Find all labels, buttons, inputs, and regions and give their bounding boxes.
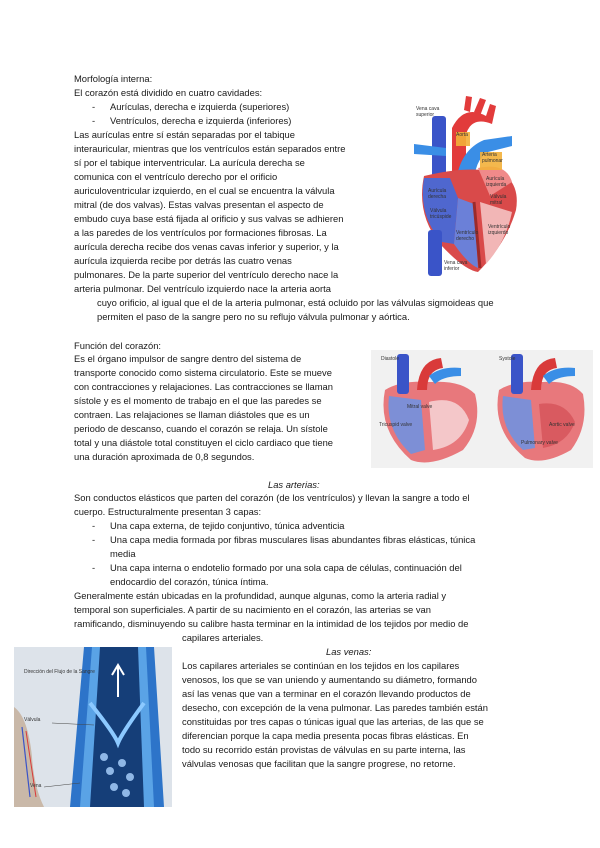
arterias-line: Son conductos elásticos que parten del corazón (de los ventrículos) y llevan la sangre a todo el	[74, 492, 470, 503]
bullet-auriculas: Aurículas, derecha e izquierda (superiores)	[110, 101, 290, 112]
svg-text:inferior: inferior	[444, 266, 460, 272]
funcion-line: una duración aproximada de 0,8 segundos.	[74, 451, 255, 462]
svg-text:Pulmonary valve: Pulmonary valve	[521, 440, 558, 446]
morfologia-line: permiten el paso de la sangre pero no su reflujo válvula pulmonar y aórtica.	[97, 311, 410, 322]
morfologia-line: auriculoventricular izquierdo, en el cual se encuentra la válvula	[74, 185, 335, 196]
venas-line: venosos, los que se van uniendo y aumentando su diámetro, formando	[182, 674, 477, 685]
bullet-ventriculos: Ventrículos, derecha e izquierda (inferiores)	[110, 115, 292, 126]
bullet-dash: -	[92, 115, 96, 126]
arterias-line: cuerpo. Estructuralmente presentan 3 capas:	[74, 506, 262, 517]
venas-line: desecho, con excepción de la vena pulmonar. Las paredes también están	[182, 702, 488, 713]
bullet-dash: -	[92, 534, 96, 545]
cardiac-cycle-figure	[371, 350, 593, 468]
vein-valve-figure	[14, 647, 172, 807]
svg-text:Válvula: Válvula	[430, 208, 447, 214]
svg-text:Tricuspid valve: Tricuspid valve	[379, 422, 413, 428]
morfologia-line: interauricular, mientras que los ventrículos están separados entre	[74, 143, 346, 154]
venas-heading: Las venas:	[326, 646, 372, 657]
bullet-capa-interna-cont: endocardio del corazón, túnica íntima.	[110, 576, 269, 587]
svg-text:Aorta: Aorta	[456, 132, 468, 138]
svg-text:tricúspide: tricúspide	[430, 214, 452, 220]
svg-text:Dirección del Flujo de la Sang: Dirección del Flujo de la Sangre	[24, 669, 95, 675]
diastole-title: Diastole	[381, 356, 400, 362]
bullet-dash: -	[92, 101, 96, 112]
svg-text:Mitral valve: Mitral valve	[407, 404, 433, 410]
morfologia-line: arteria pulmonar. Del ventrículo izquierdo nace la arteria aorta	[74, 283, 331, 294]
funcion-line: con contracciones y relajaciones. Las contracciones se llaman	[74, 381, 333, 392]
funcion-line: contraen. Las relajaciones se llaman diástoles que es un	[74, 409, 310, 420]
venas-line: Los capilares arteriales se continúan en los tejidos en los capilares	[182, 660, 460, 671]
svg-text:izquierda: izquierda	[486, 182, 507, 188]
arterias-after-line: capilares arteriales.	[182, 632, 264, 643]
svg-text:Vena cava: Vena cava	[444, 260, 468, 266]
svg-text:Válvula: Válvula	[490, 194, 507, 200]
funcion-line: periodo de descanso, cuando el corazón se relaja. Un sístole	[74, 423, 328, 434]
svg-text:Ventrículo: Ventrículo	[456, 230, 479, 236]
bullet-dash: -	[92, 520, 96, 531]
svg-text:derecha: derecha	[428, 194, 447, 200]
funcion-line: total y una diástole total constituyen el ciclo cardiaco que tiene	[74, 437, 334, 448]
label-vena-cava-superior: Vena cava	[416, 106, 440, 112]
venas-line: así las venas que van a terminar en el corazón llevando productos de	[182, 688, 471, 699]
svg-text:Arteria: Arteria	[482, 152, 497, 158]
bullet-capa-externa: Una capa externa, de tejido conjuntivo, túnica adventicia	[110, 520, 345, 531]
systole-title: Systole	[499, 356, 516, 362]
morfologia-line: Las aurículas entre sí están separadas por el tabique	[74, 129, 295, 140]
bullet-dash: -	[92, 562, 96, 573]
arterias-heading: Las arterias:	[268, 479, 320, 490]
bullet-capa-media-cont: media	[110, 548, 136, 559]
morfologia-line: comunica con el ventrículo derecho por el orificio	[74, 171, 278, 182]
morfologia-line: pulmonares. De la parte superior del ventrículo derecho nace la	[74, 269, 339, 280]
svg-text:Aurícula: Aurícula	[428, 188, 447, 194]
svg-text:pulmonar: pulmonar	[482, 158, 503, 164]
funcion-line: transporte conocido como sistema circulatorio. Este se mueve	[74, 367, 332, 378]
svg-text:Ventrículo: Ventrículo	[488, 224, 511, 230]
venas-line: constituidas por tres capas o túnicas igual que las arterias, de las que se	[182, 716, 484, 727]
arterias-after-line: temporal son superficiales. A partir de su nacimiento en el corazón, las arterias se van	[74, 604, 431, 615]
arterias-after-line: Generalmente están ubicadas en la profundidad, aunque algunas, como la arteria radial y	[74, 590, 447, 601]
morfologia-intro: El corazón está dividido en cuatro cavidades:	[74, 87, 263, 98]
funcion-heading: Función del corazón:	[74, 340, 162, 351]
morfologia-line: cuyo orificio, al igual que el de la arteria pulmonar, está ocluido por las válvulas sigmoideas que	[97, 297, 494, 308]
svg-text:izquierdo: izquierdo	[488, 230, 509, 236]
morfologia-line: sí por el tabique interventricular. La aurícula derecha se	[74, 157, 305, 168]
bullet-capa-media: Una capa media formada por fibras musculares lisas abundantes fibras elásticas, túnica	[110, 534, 476, 545]
svg-text:Aortic valve: Aortic valve	[549, 422, 575, 428]
svg-text:superior: superior	[416, 112, 435, 118]
heart-anatomy-figure	[394, 94, 528, 276]
venas-line: todo su recorrido están provistas de válvulas en su parte interna, las	[182, 744, 466, 755]
morfologia-line: mitral (de dos valvas). Estas valvas presentan el aspecto de	[74, 199, 324, 210]
funcion-line: Es el órgano impulsor de sangre dentro del sistema de	[74, 353, 302, 364]
bullet-capa-interna: Una capa interna o endotelio formado por una sola capa de células, continuación del	[110, 562, 462, 573]
svg-text:Válvula: Válvula	[24, 717, 41, 723]
morfologia-heading: Morfología interna:	[74, 73, 153, 84]
svg-text:mitral: mitral	[490, 200, 503, 206]
morfologia-line: embudo cuya base está fijada al orificio y sus valvas se adhieren	[74, 213, 344, 224]
vena-cava-inferior-shape	[428, 230, 442, 276]
morfologia-line: aurícula izquierda recibe por detrás las cuatro venas	[74, 255, 292, 266]
svg-text:Vena: Vena	[30, 783, 42, 789]
morfologia-line: aurícula derecha recibe dos venas cavas inferior y superior, y la	[74, 241, 339, 252]
arterias-after-line: ramificando, disminuyendo su calibre hasta terminar en la intimidad de los tejidos por medio de	[74, 618, 469, 629]
venas-line: diferencian porque la capa media presenta pocas fibras elásticas. En	[182, 730, 469, 741]
morfologia-line: a las paredes de los ventrículos por formaciones fibrosas. La	[74, 227, 327, 238]
funcion-line: sístole y es el momento de trabajo en el que las paredes se	[74, 395, 322, 406]
svg-text:Aurícula: Aurícula	[486, 176, 505, 182]
svg-text:derecho: derecho	[456, 236, 475, 242]
venas-line: válvulas venosas que facilitan que la sangre progrese, no retorne.	[182, 758, 456, 769]
